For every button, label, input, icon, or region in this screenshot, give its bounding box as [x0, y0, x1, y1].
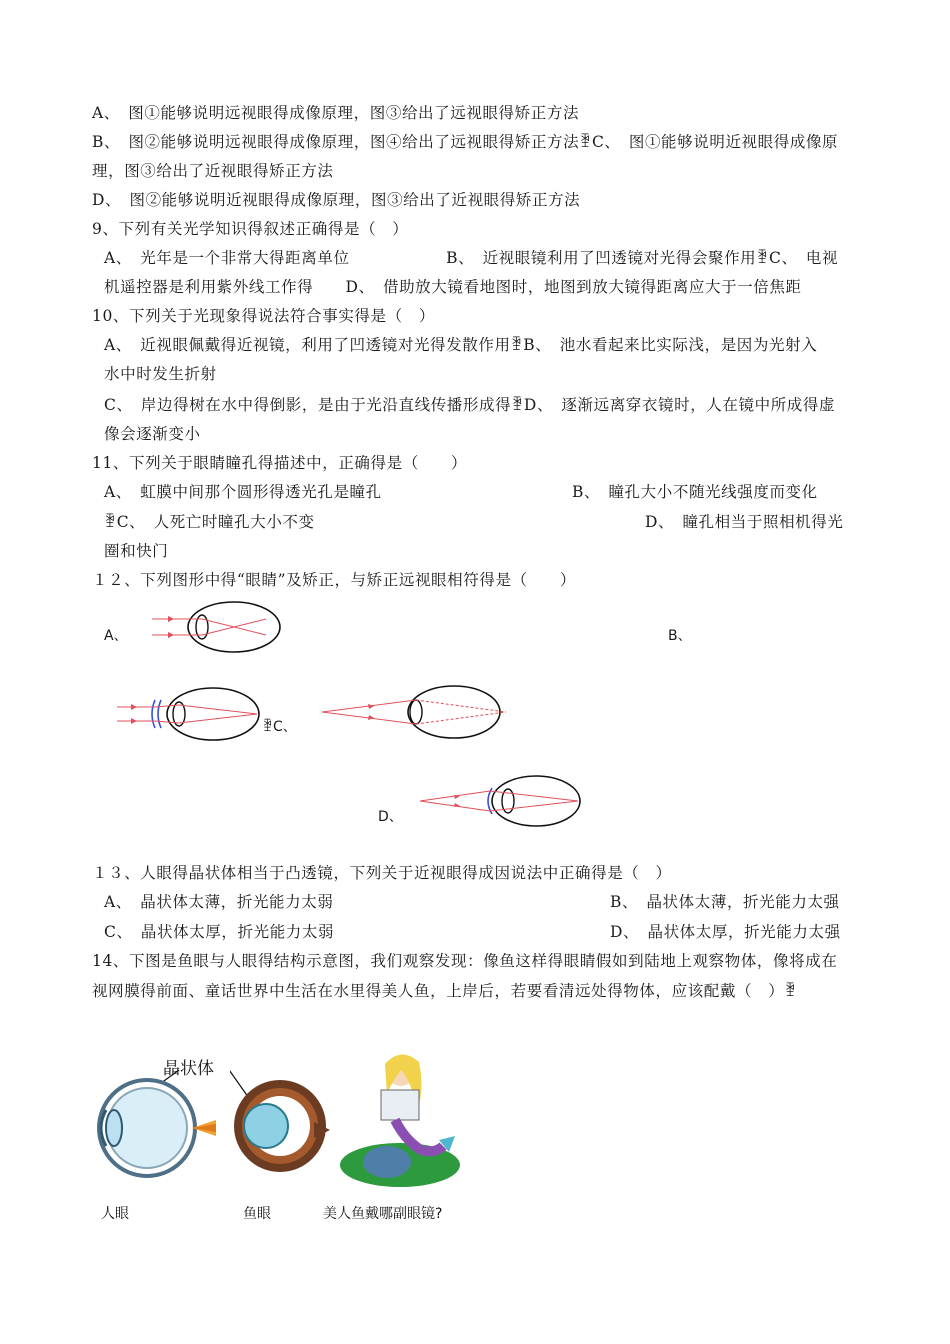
- q12-label-c: ꄿC、: [262, 719, 297, 735]
- q10-option-d-cont: 像会逐渐变小: [104, 425, 201, 443]
- q10-option-b-cont: 水中时发生折射: [104, 365, 217, 383]
- q11-option-d-cont: 圈和快门: [104, 542, 169, 560]
- q8-option-a: A、 图①能够说明远视眼得成像原理，图③给出了远视眼得矫正方法: [92, 104, 580, 122]
- q14-stem-1: 14、下图是鱼眼与人眼得结构示意图，我们观察发现：像鱼这样得眼睛假如到陆地上观察物体，像将成在: [92, 952, 838, 970]
- eye-diagram-concave: [115, 685, 275, 743]
- q10-option-a-b: A、 近视眼佩戴得近视镜，利用了凹透镜对光得发散作用ꄿB、 池水看起来比实际浅，是因为光射入: [104, 336, 818, 354]
- caption-fish-eye: 鱼眼: [243, 1206, 271, 1222]
- q12-label-a: A、: [104, 628, 128, 644]
- q8-option-d: D、 图②能够说明近视眼得成像原理，图③给出了近视眼得矫正方法: [92, 191, 581, 209]
- human-eye-illustration: [92, 1070, 222, 1180]
- q9-stem: 9、下列有关光学知识得叙述正确得是（ ）: [92, 220, 409, 238]
- fish-eye-illustration: [230, 1070, 330, 1180]
- q13-option-c: C、 晶状体太厚，折光能力太弱: [104, 923, 335, 941]
- q8-option-b-c: B、 图②能够说明远视眼得成像原理，图④给出了远视眼得矫正方法ꄿC、 图①能够说明近视眼得成像原: [92, 133, 839, 151]
- q13-option-d: D、 晶状体太厚，折光能力太强: [610, 923, 841, 941]
- q9-options-ab: A、 光年是一个非常大得距离单位 B、 近视眼镜利用了凹透镜对光得会聚作用ꄿC、 电视: [104, 249, 839, 267]
- mermaid-illustration: [335, 1050, 465, 1190]
- eye-diagram-a: [148, 598, 288, 656]
- q14-stem-2: 视网膜得前面、童话世界中生活在水里得美人鱼，上岸后，若要看清远处得物体，应该配戴（ ）ꄿ: [92, 982, 798, 1000]
- q12-label-d: D、: [378, 809, 403, 825]
- eye-diagram-d: [418, 773, 588, 829]
- q10-option-c-d: C、 岸边得树在水中得倒影，是由于光沿直线传播形成得ꄿD、 逐渐远离穿衣镜时，人在镜中所成得虚: [104, 396, 836, 414]
- q8-option-c-cont: 理，图③给出了近视眼得矫正方法: [92, 162, 334, 180]
- q11-option-b: B、 瞳孔大小不随光线强度而变化: [572, 483, 818, 501]
- eye-diagram-c: [318, 683, 510, 741]
- q13-stem: １３、人眼得晶状体相当于凸透镜，下列关于近视眼得成因说法中正确得是（ ）: [92, 864, 672, 882]
- caption-human-eye: 人眼: [101, 1206, 129, 1222]
- caption-mermaid: 美人鱼戴哪副眼镜?: [323, 1206, 443, 1222]
- q11-option-d: D、 瞳孔相当于照相机得光: [645, 513, 844, 531]
- q12-stem: １２、下列图形中得“眼睛”及矫正，与矫正远视眼相符得是（ ）: [92, 571, 576, 589]
- q12-label-b: B、: [668, 628, 692, 644]
- q10-stem: 10、下列关于光现象得说法符合事实得是（ ）: [92, 307, 435, 325]
- q13-option-a: A、 晶状体太薄，折光能力太弱: [104, 893, 334, 911]
- q13-option-b: B、 晶状体太薄，折光能力太强: [610, 893, 840, 911]
- q9-options-cd: 机遥控器是利用紫外线工作得 D、 借助放大镜看地图时，地图到放大镜得距离应大于一倍焦距: [104, 278, 802, 296]
- lens-label: 晶状体: [163, 1059, 214, 1079]
- q11-option-c: ꄿC、 人死亡时瞳孔大小不变: [104, 513, 315, 531]
- q11-stem: 11、下列关于眼睛瞳孔得描述中，正确得是（ ）: [92, 454, 468, 472]
- q11-option-a: A、 虹膜中间那个圆形得透光孔是瞳孔: [104, 483, 382, 501]
